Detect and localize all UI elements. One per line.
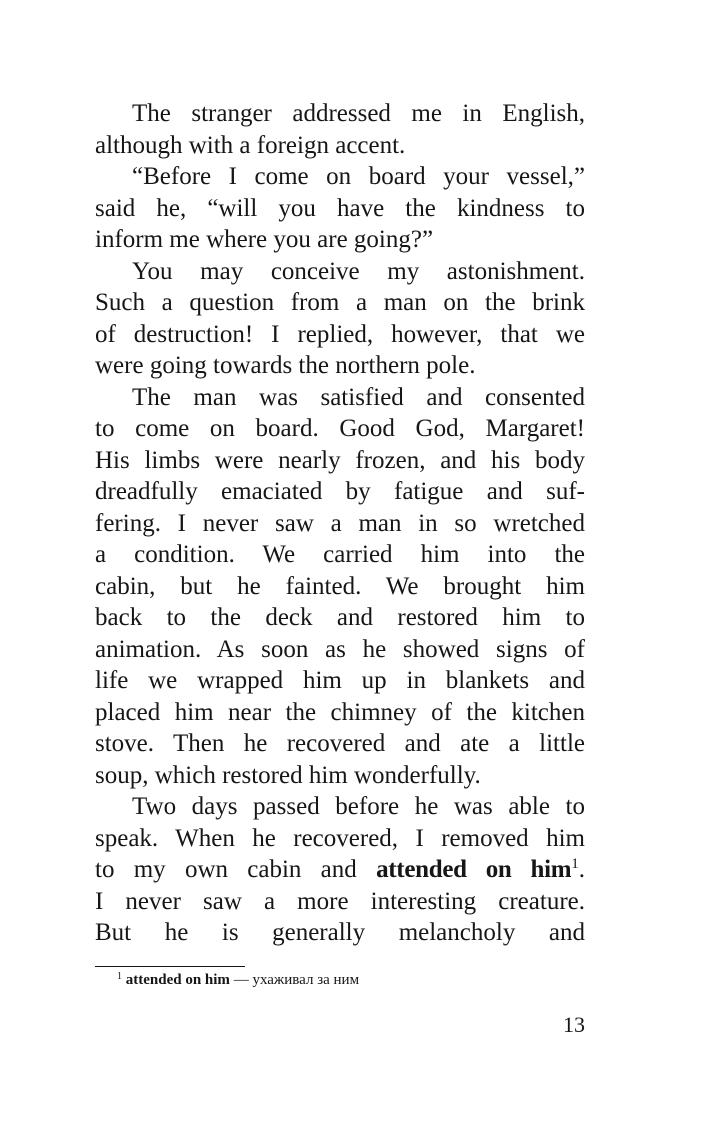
text-line: dreadfully emaciated by fatigue and suf- (95, 478, 585, 505)
text-line: inform me where you are going?” (95, 226, 434, 253)
text-line: “Before I come on board your vessel,” (132, 163, 585, 190)
text-line: placed him near the chimney of the kitchen (95, 698, 585, 726)
book-page (95, 0, 585, 1122)
text-line: The man was satisfied and consented (132, 383, 585, 411)
text-line: of destruction! I replied, however, that we (95, 320, 585, 348)
page-number: 13 (563, 1012, 585, 1037)
text-line: Two days passed before he was able to (132, 793, 585, 820)
glossed-term: attended on him (376, 856, 572, 883)
text-line-with-note (95, 854, 585, 886)
footnote-marker: 1 (571, 856, 579, 872)
text-line: His limbs were nearly frozen, and his body (95, 446, 585, 474)
text-line: life we wrapped him up in blankets and (95, 667, 585, 694)
text-line: animation. As soon as he showed signs of (95, 635, 585, 663)
text-line: a condition. We carried him into the (95, 541, 585, 568)
footnote-rule (95, 966, 245, 967)
text-line: stove. Then he recovered and ate a little (95, 730, 585, 757)
text-line: speak. When he recovered, I removed him (95, 824, 585, 852)
text-line: were going towards the northern pole. (95, 352, 476, 379)
text-line: fering. I never saw a man in so wretched (95, 509, 585, 537)
text-line: Such a question from a man on the brink (95, 289, 585, 316)
text-line: But he is generally melancholy and (95, 919, 585, 946)
text-line: You may conceive my astonishment. (132, 257, 585, 285)
text-line: I never saw a more interesting creature. (95, 887, 585, 915)
text-line: although with a foreign accent. (95, 131, 406, 159)
text-line: said he, “will you have the kindness to (95, 194, 585, 222)
text-segment: . (578, 856, 585, 883)
footnote-term: attended on him (125, 972, 230, 988)
text-line: back to the deck and restored him to (95, 604, 585, 631)
text-line: The stranger addressed me in English, (132, 100, 585, 127)
text-line: to come on board. Good God, Margaret! (95, 415, 585, 442)
footnote-dash: — (233, 972, 249, 988)
text-line: soup, which restored him wonderfully. (95, 761, 481, 789)
text-line: cabin, but he fainted. We brought him (95, 572, 585, 600)
text-segment: to my own cabin and (95, 856, 357, 883)
footnote (117, 970, 359, 990)
body-text (95, 98, 585, 949)
footnote-translation: ухаживал за ним (252, 972, 360, 988)
footnote-number: 1 (117, 971, 122, 982)
